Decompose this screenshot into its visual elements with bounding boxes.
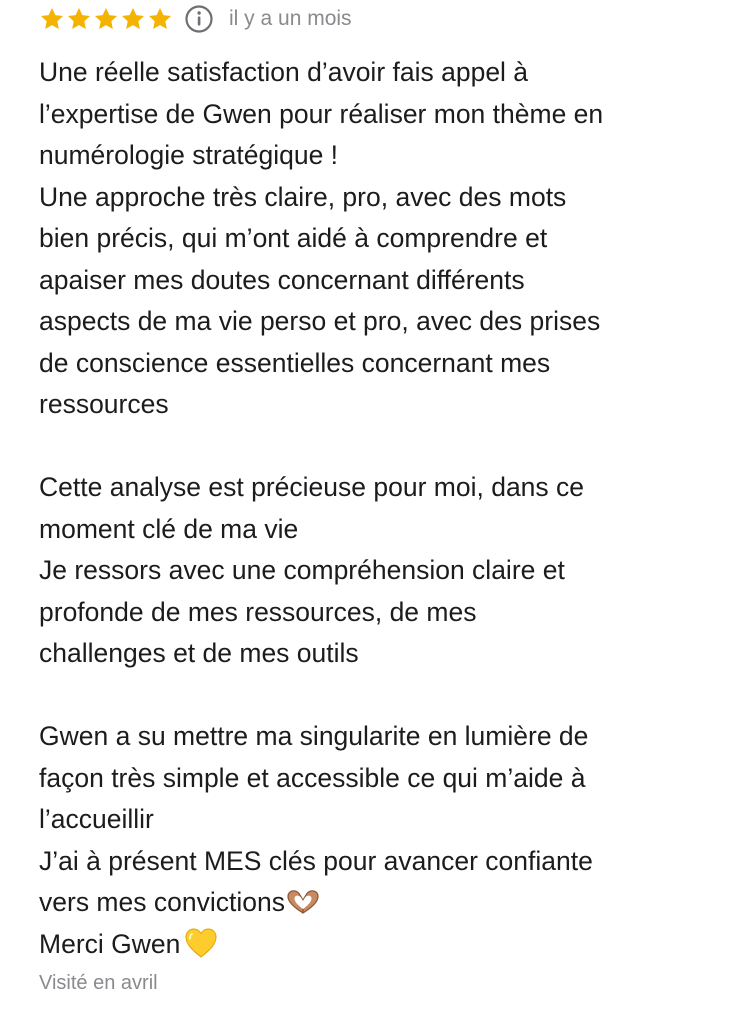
review-header xyxy=(39,0,719,38)
star-rating xyxy=(39,6,174,32)
info-circle-icon[interactable] xyxy=(184,4,214,34)
paragraph-spacer xyxy=(39,675,719,717)
star-icon xyxy=(39,6,65,32)
text-line: numérologie stratégique ! xyxy=(39,140,339,170)
review-text xyxy=(39,52,719,965)
review-date: il y a un mois xyxy=(229,7,352,30)
review-paragraph-3 xyxy=(39,716,719,965)
text-line: challenges et de mes outils xyxy=(39,638,359,668)
text-line: Gwen a su mettre ma singularite en lumière de xyxy=(39,721,589,751)
star-icon xyxy=(147,6,173,32)
text-line: l’expertise de Gwen pour réaliser mon thème en xyxy=(39,98,604,129)
text-line: aspects de ma vie perso et pro, avec des prises xyxy=(39,306,601,336)
text-line: profonde de mes ressources, de mes xyxy=(39,596,477,627)
text-thanks: Merci Gwen xyxy=(39,928,181,959)
text-convictions: vers mes convictions xyxy=(39,887,285,917)
text-line: Une réelle satisfaction d’avoir fais appel à xyxy=(39,57,529,87)
text-line: l’accueillir xyxy=(39,804,154,834)
review-paragraph-1 xyxy=(39,52,719,426)
star-icon xyxy=(66,6,92,32)
heart-hands-emoji xyxy=(285,889,321,915)
text-line: apaiser mes doutes concernant différents xyxy=(39,264,525,295)
text-line-convictions xyxy=(39,882,719,924)
text-line: bien précis, qui m’ont aidé à comprendre et xyxy=(39,223,548,253)
text-line-thanks xyxy=(39,924,719,966)
text-line: J’ai à présent MES clés pour avancer confiante xyxy=(39,845,593,876)
text-line: ressources xyxy=(39,389,169,419)
yellow-heart-emoji xyxy=(184,927,218,959)
star-icon xyxy=(93,6,119,32)
review-card xyxy=(39,0,719,965)
text-line: Cette analyse est précieuse pour moi, dans ce xyxy=(39,472,585,502)
review-paragraph-2 xyxy=(39,467,719,675)
paragraph-spacer xyxy=(39,426,719,468)
text-line: de conscience essentielles concernant mes xyxy=(39,347,551,378)
visit-date: Visité en avril xyxy=(39,972,158,994)
text-line: moment clé de ma vie xyxy=(39,513,299,544)
text-line: façon très simple et accessible ce qui m’aide à xyxy=(39,762,586,793)
text-line: Une approche très claire, pro, avec des mots xyxy=(39,181,567,212)
star-icon xyxy=(120,6,146,32)
text-line: Je ressors avec une compréhension claire et xyxy=(39,555,565,585)
